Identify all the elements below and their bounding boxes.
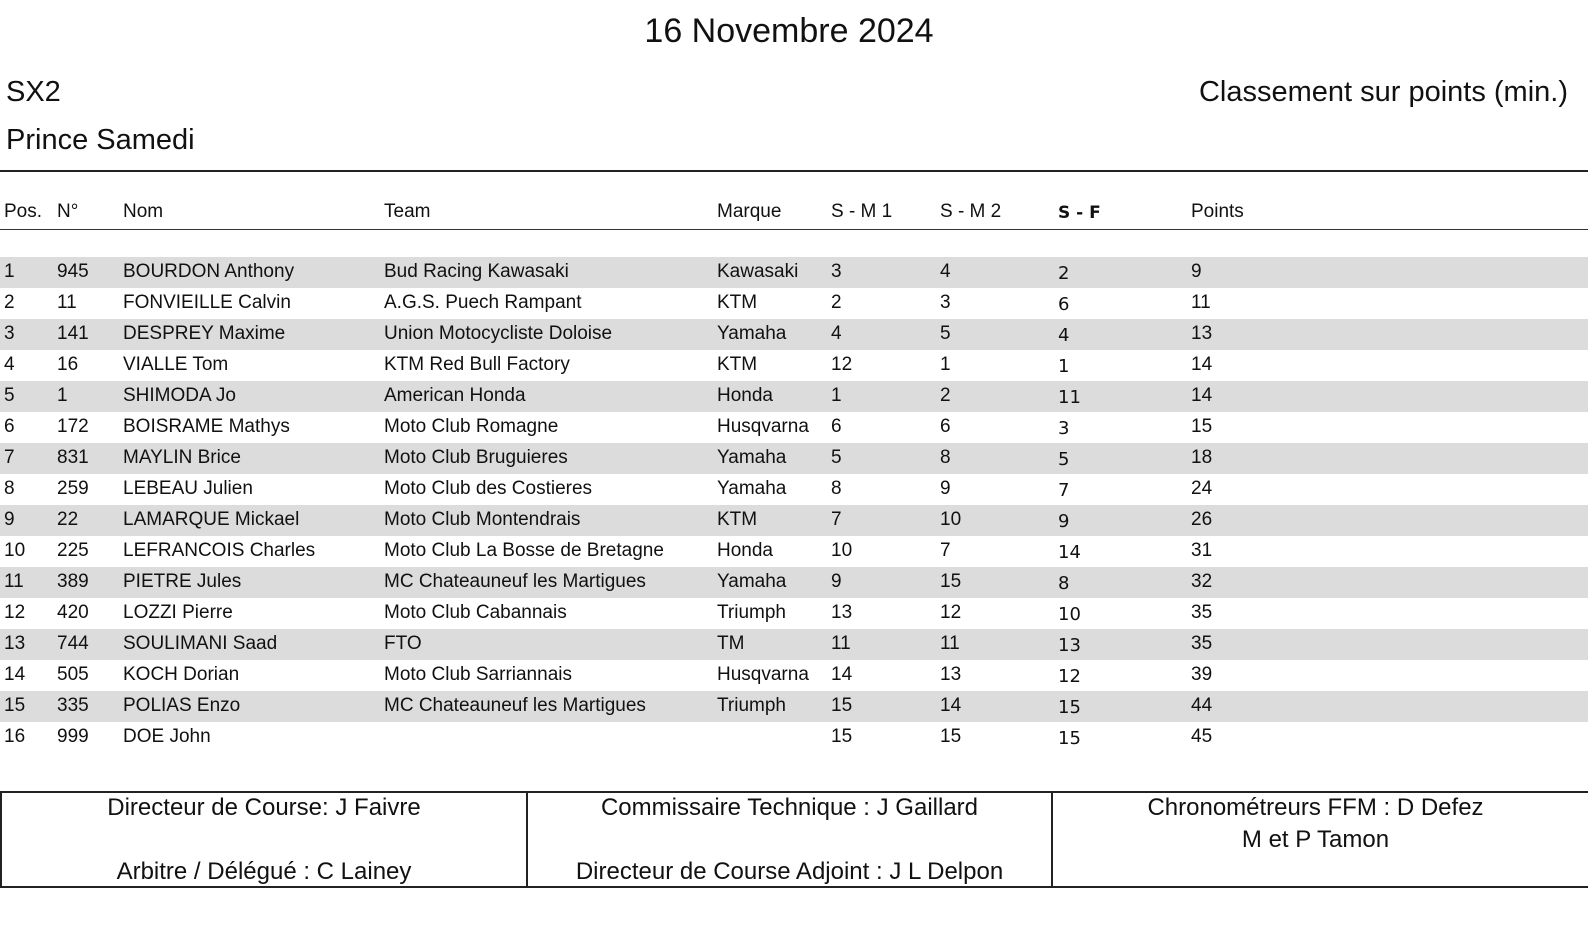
cell-marque: Honda	[717, 540, 773, 561]
cell-num: 141	[57, 323, 89, 344]
col-header-sf: S - F	[1058, 203, 1101, 223]
cell-team: Moto Club La Bosse de Bretagne	[384, 540, 664, 561]
cell-pos: 11	[4, 571, 24, 592]
cell-nom: BOISRAME Mathys	[123, 416, 290, 437]
cell-num: 999	[57, 726, 89, 747]
cell-pos: 5	[4, 385, 15, 406]
cell-sf: 5	[1058, 449, 1070, 470]
event-date: 16 Novembre 2024	[644, 12, 934, 50]
cell-nom: SHIMODA Jo	[123, 385, 236, 406]
cell-nom: BOURDON Anthony	[123, 261, 295, 282]
cell-sf: 3	[1058, 418, 1070, 439]
cell-sm2: 5	[940, 323, 951, 344]
cell-team: MC Chateauneuf les Martigues	[384, 695, 646, 716]
cell-num: 172	[57, 416, 89, 437]
cell-sm2: 9	[940, 478, 951, 499]
table-row	[0, 567, 1588, 598]
cell-marque: KTM	[717, 509, 758, 530]
cell-sm1: 6	[831, 416, 842, 437]
cell-sm2: 2	[940, 385, 951, 406]
cell-points: 32	[1191, 571, 1213, 592]
table-row	[0, 412, 1588, 443]
col-header-sm2: S - M 2	[940, 201, 1002, 222]
cell-sm1: 8	[831, 478, 842, 499]
table-row	[0, 257, 1588, 288]
cell-sm1: 13	[831, 602, 853, 623]
cell-sm2: 15	[940, 726, 962, 747]
table-row	[0, 350, 1588, 381]
event-name: Prince Samedi	[6, 124, 195, 156]
table-row	[0, 288, 1588, 319]
cell-team: MC Chateauneuf les Martigues	[384, 571, 646, 592]
official-adjoint: Directeur de Course Adjoint : J L Delpon	[575, 858, 1004, 885]
cell-num: 945	[57, 261, 89, 282]
officials-col-timekeepers	[1053, 793, 1578, 888]
cell-nom: DESPREY Maxime	[123, 323, 286, 344]
cell-points: 44	[1191, 695, 1213, 716]
cell-num: 225	[57, 540, 89, 561]
cell-nom: MAYLIN Brice	[123, 447, 241, 468]
cell-num: 420	[57, 602, 89, 623]
cell-pos: 10	[4, 540, 26, 561]
cell-sm2: 8	[940, 447, 951, 468]
col-header-nom: Nom	[123, 201, 164, 222]
cell-sm1: 2	[831, 292, 842, 313]
cell-num: 744	[57, 633, 89, 654]
cell-points: 14	[1191, 385, 1213, 406]
cell-sf: 7	[1058, 480, 1070, 501]
officials-col-technical	[528, 793, 1053, 888]
cell-sm1: 4	[831, 323, 842, 344]
cell-pos: 1	[4, 261, 15, 282]
cell-marque: Triumph	[717, 602, 786, 623]
cell-team: Moto Club des Costieres	[384, 478, 593, 499]
cell-num: 259	[57, 478, 89, 499]
cell-sm2: 10	[940, 509, 962, 530]
cell-sf: 4	[1058, 325, 1070, 346]
cell-marque: KTM	[717, 292, 758, 313]
table-row	[0, 505, 1588, 536]
cell-sm1: 5	[831, 447, 842, 468]
col-header-points: Points	[1191, 201, 1244, 222]
cell-nom: VIALLE Tom	[123, 354, 229, 375]
table-row	[0, 629, 1588, 660]
ranking-type-label: Classement sur points (min.)	[1198, 76, 1568, 108]
table-row	[0, 536, 1588, 567]
official-directeur: Directeur de Course: J Faivre	[107, 794, 421, 821]
col-header-sm1: S - M 1	[831, 201, 893, 222]
cell-marque: KTM	[717, 354, 758, 375]
cell-marque: Yamaha	[717, 323, 787, 344]
cell-num: 11	[57, 292, 77, 313]
table-row	[0, 474, 1588, 505]
cell-sf: 6	[1058, 294, 1070, 315]
cell-marque: Husqvarna	[717, 416, 809, 437]
cell-nom: LEFRANCOIS Charles	[123, 540, 316, 561]
cell-sm2: 13	[940, 664, 962, 685]
cell-sf: 1	[1058, 356, 1070, 377]
cell-pos: 2	[4, 292, 15, 313]
cell-pos: 14	[4, 664, 26, 685]
cell-sm1: 12	[831, 354, 853, 375]
cell-sf: 14	[1058, 542, 1081, 563]
cell-num: 389	[57, 571, 89, 592]
cell-pos: 15	[4, 695, 26, 716]
official-arbitre: Arbitre / Délégué : C Lainey	[116, 858, 412, 885]
cell-nom: LEBEAU Julien	[123, 478, 253, 499]
col-header-marque: Marque	[717, 201, 782, 222]
cell-sm1: 9	[831, 571, 842, 592]
table-row	[0, 319, 1588, 350]
cell-num: 1	[57, 385, 68, 406]
cell-num: 335	[57, 695, 89, 716]
cell-nom: KOCH Dorian	[123, 664, 240, 685]
cell-team: Moto Club Sarriannais	[384, 664, 572, 685]
cell-marque: Husqvarna	[717, 664, 809, 685]
cell-points: 31	[1191, 540, 1213, 561]
cell-team: Moto Club Bruguieres	[384, 447, 568, 468]
cell-pos: 8	[4, 478, 15, 499]
official-commissaire: Commissaire Technique : J Gaillard	[600, 794, 979, 821]
cell-sm1: 15	[831, 726, 853, 747]
cell-team: Moto Club Cabannais	[384, 602, 567, 623]
cell-nom: PIETRE Jules	[123, 571, 242, 592]
cell-points: 39	[1191, 664, 1213, 685]
cell-team: FTO	[384, 633, 422, 654]
cell-pos: 16	[4, 726, 26, 747]
cell-points: 13	[1191, 323, 1213, 344]
cell-sf: 11	[1058, 387, 1081, 408]
cell-team: Bud Racing Kawasaki	[384, 261, 569, 282]
cell-num: 16	[57, 354, 79, 375]
cell-marque: Yamaha	[717, 571, 787, 592]
official-chrono-2: M et P Tamon	[1241, 826, 1390, 853]
cell-team: American Honda	[384, 385, 526, 406]
cell-team: KTM Red Bull Factory	[384, 354, 570, 375]
cell-sm1: 3	[831, 261, 842, 282]
cell-pos: 4	[4, 354, 15, 375]
cell-points: 35	[1191, 602, 1213, 623]
cell-pos: 12	[4, 602, 26, 623]
cell-team: A.G.S. Puech Rampant	[384, 292, 582, 313]
col-header-team: Team	[384, 201, 431, 222]
cell-sm1: 14	[831, 664, 853, 685]
cell-points: 15	[1191, 416, 1213, 437]
cell-points: 45	[1191, 726, 1213, 747]
results-table-header	[0, 199, 1588, 230]
cell-sm1: 10	[831, 540, 853, 561]
table-row	[0, 660, 1588, 691]
table-row	[0, 443, 1588, 474]
cell-sm2: 11	[940, 633, 960, 654]
cell-sm2: 1	[940, 354, 951, 375]
cell-nom: LAMARQUE Mickael	[123, 509, 300, 530]
cell-nom: LOZZI Pierre	[123, 602, 233, 623]
cell-marque: TM	[717, 633, 745, 654]
cell-points: 26	[1191, 509, 1213, 530]
table-row	[0, 722, 1588, 753]
cell-sm2: 6	[940, 416, 951, 437]
officials-col-race-direction	[2, 793, 528, 888]
cell-sm2: 14	[940, 695, 962, 716]
cell-marque: Kawasaki	[717, 261, 799, 282]
results-table-body	[0, 257, 1588, 753]
col-header-pos: Pos.	[4, 201, 43, 222]
cell-sm1: 7	[831, 509, 842, 530]
cell-sf: 8	[1058, 573, 1070, 594]
cell-team: Moto Club Montendrais	[384, 509, 581, 530]
cell-sf: 12	[1058, 666, 1081, 687]
officials-box	[0, 791, 1588, 888]
cell-sm2: 7	[940, 540, 951, 561]
cell-pos: 6	[4, 416, 15, 437]
cell-sf: 15	[1058, 697, 1081, 718]
cell-marque: Honda	[717, 385, 773, 406]
cell-pos: 3	[4, 323, 15, 344]
table-row	[0, 598, 1588, 629]
table-row	[0, 381, 1588, 412]
cell-num: 505	[57, 664, 89, 685]
cell-nom: DOE John	[123, 726, 211, 747]
cell-sm1: 11	[831, 633, 851, 654]
cell-pos: 9	[4, 509, 15, 530]
cell-marque: Yamaha	[717, 447, 787, 468]
cell-marque: Yamaha	[717, 478, 787, 499]
cell-points: 24	[1191, 478, 1213, 499]
cell-points: 9	[1191, 261, 1202, 282]
table-row	[0, 691, 1588, 722]
col-header-num: N°	[57, 201, 79, 222]
cell-num: 22	[57, 509, 79, 530]
cell-marque: Triumph	[717, 695, 786, 716]
cell-pos: 13	[4, 633, 26, 654]
cell-points: 35	[1191, 633, 1213, 654]
cell-points: 11	[1191, 292, 1211, 313]
cell-team: Union Motocycliste Doloise	[384, 323, 613, 344]
category-label: SX2	[6, 76, 61, 108]
official-chrono-1: Chronométreurs FFM : D Defez	[1147, 794, 1484, 821]
cell-nom: POLIAS Enzo	[123, 695, 241, 716]
cell-nom: SOULIMANI Saad	[123, 633, 278, 654]
cell-sm2: 4	[940, 261, 951, 282]
cell-sf: 13	[1058, 635, 1081, 656]
cell-sm2: 3	[940, 292, 951, 313]
header-divider	[0, 170, 1588, 172]
cell-sm2: 12	[940, 602, 962, 623]
cell-sm2: 15	[940, 571, 962, 592]
cell-pos: 7	[4, 447, 15, 468]
cell-sf: 10	[1058, 604, 1081, 625]
cell-sm1: 1	[831, 385, 842, 406]
cell-sm1: 15	[831, 695, 853, 716]
cell-points: 18	[1191, 447, 1213, 468]
cell-points: 14	[1191, 354, 1213, 375]
cell-sf: 2	[1058, 263, 1070, 284]
cell-sf: 15	[1058, 728, 1081, 749]
cell-sf: 9	[1058, 511, 1070, 532]
cell-num: 831	[57, 447, 89, 468]
cell-nom: FONVIEILLE Calvin	[123, 292, 291, 313]
cell-team: Moto Club Romagne	[384, 416, 559, 437]
